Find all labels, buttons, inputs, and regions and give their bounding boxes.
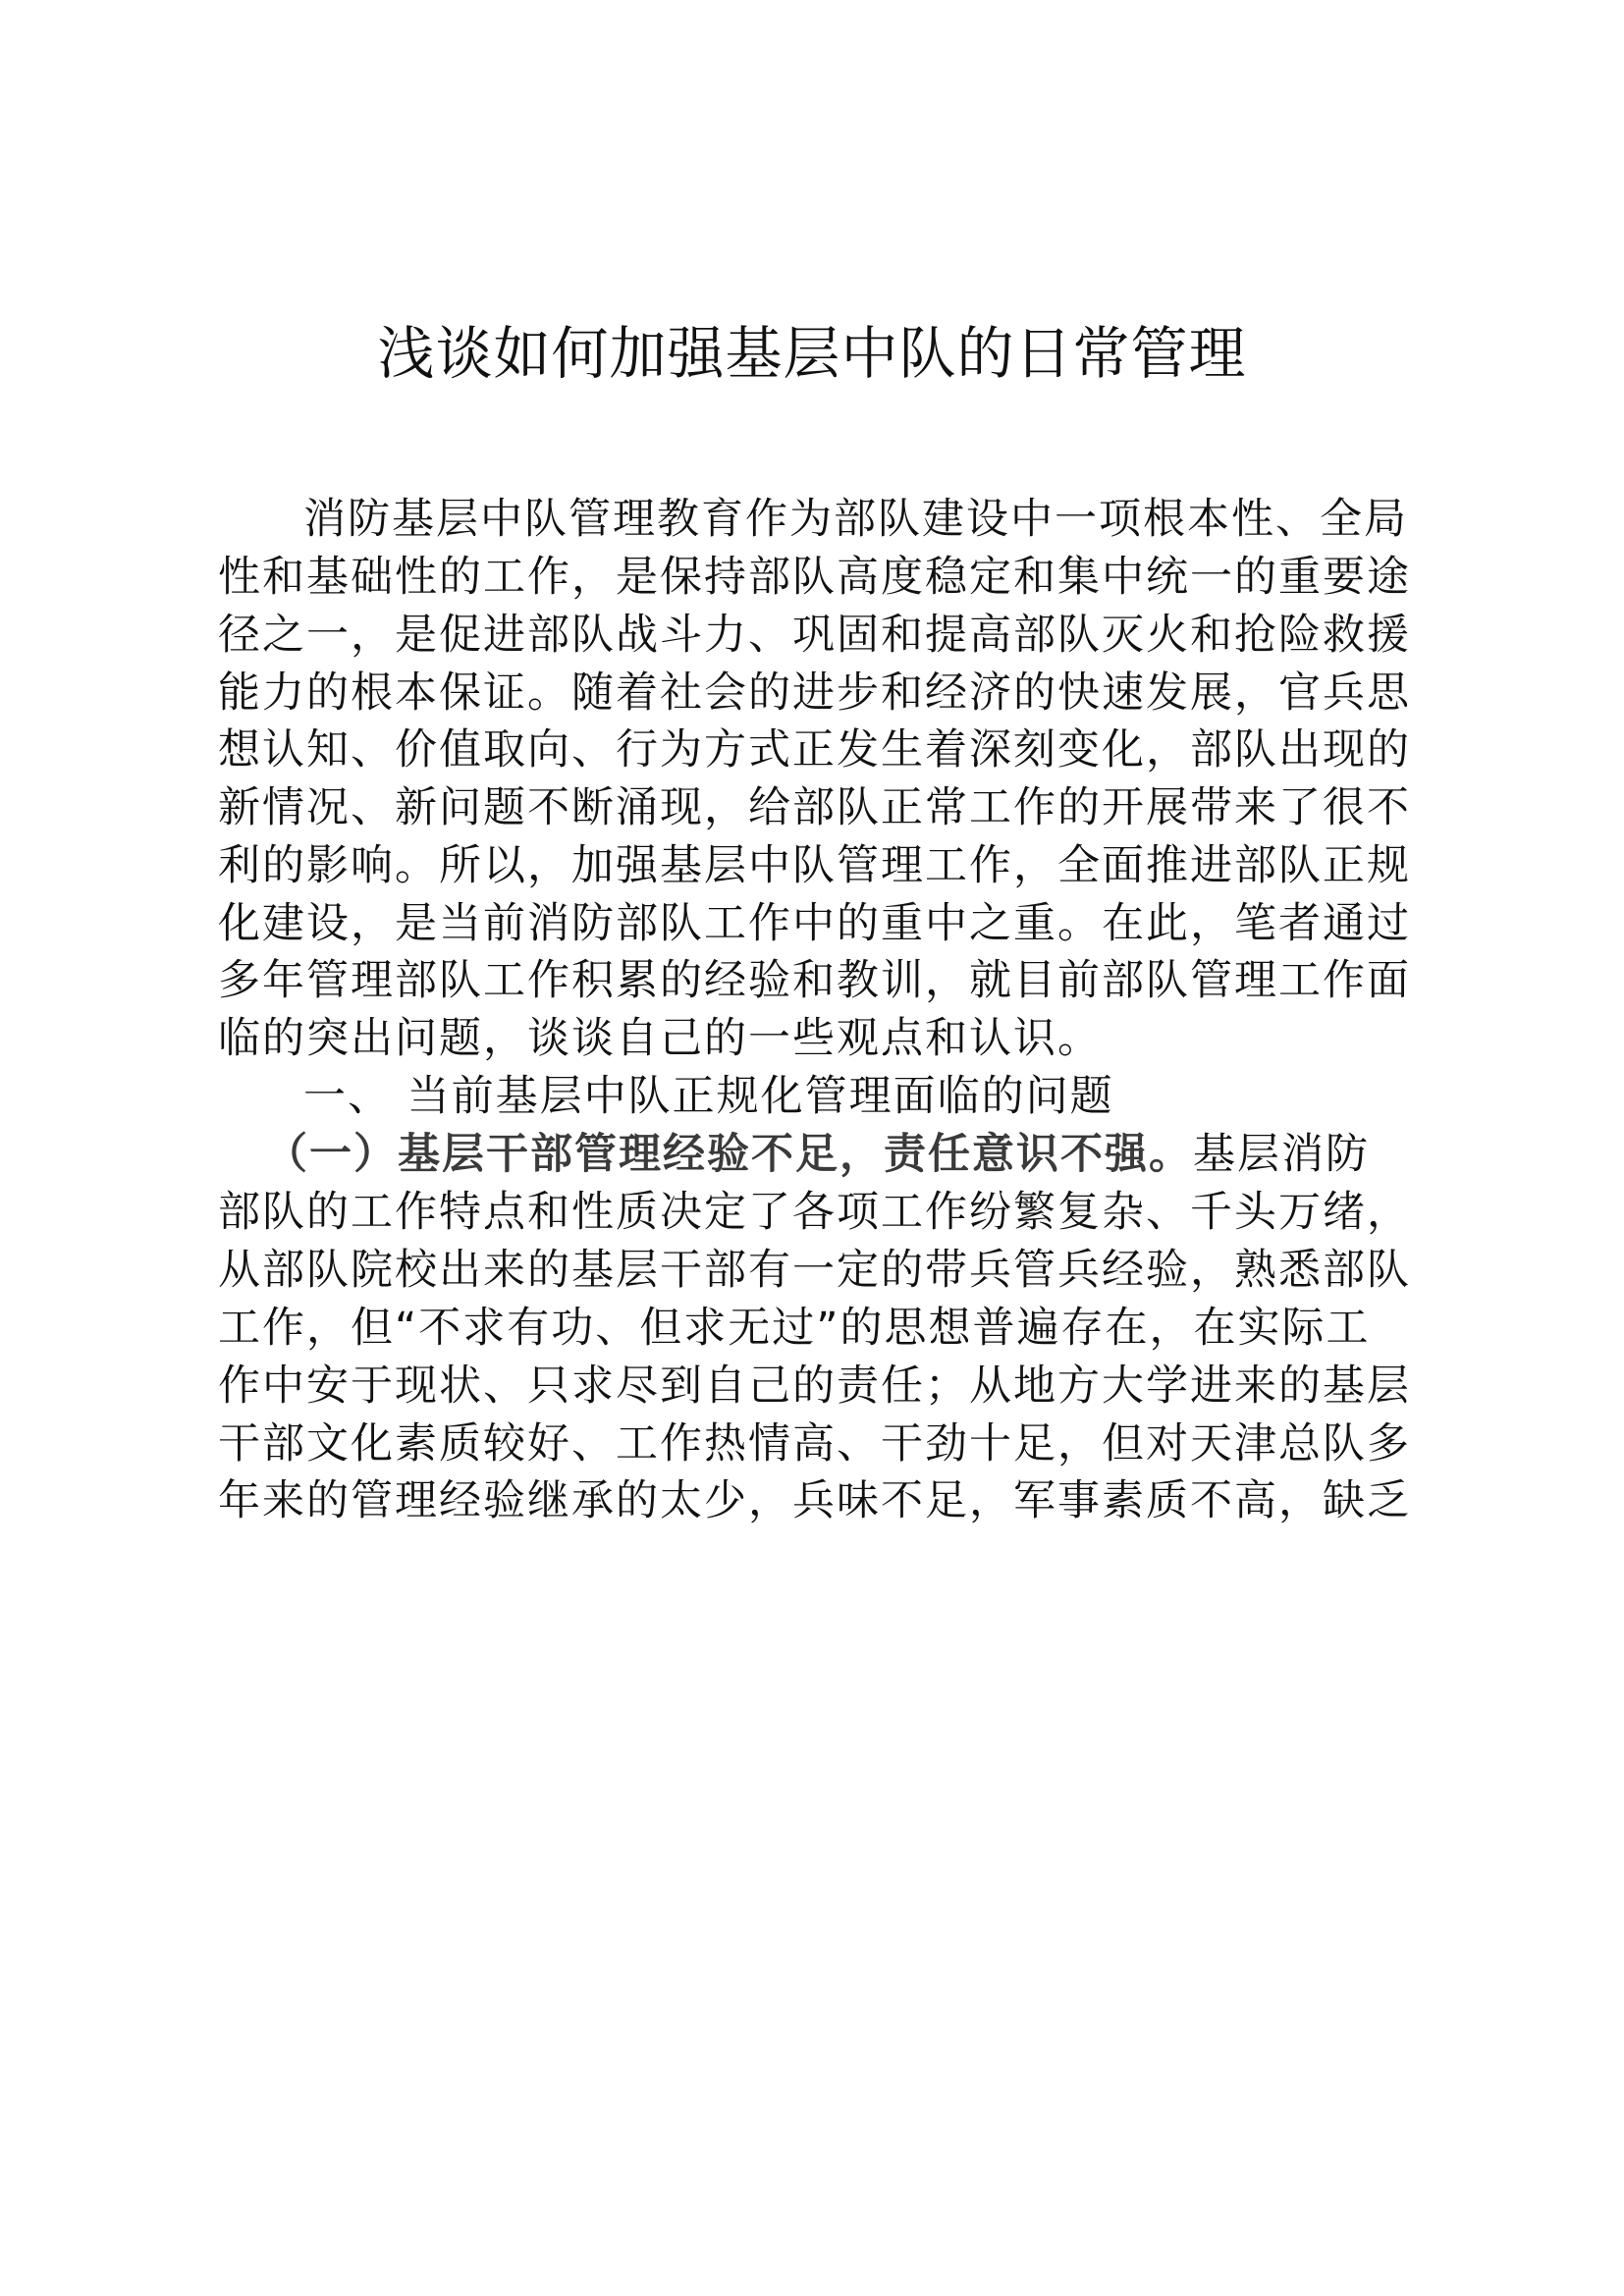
subsection-heading: （一）基层干部管理经验不足，责任意识不强。 <box>265 1130 1193 1179</box>
paragraph-line: 新情况、新问题不断涌现，给部队正常工作的开展带来了很不 <box>218 783 1411 832</box>
paragraph-line: 性和基础性的工作，是保持部队高度稳定和集中统一的重要途 <box>218 553 1411 602</box>
paragraph-line: 消防基层中队管理教育作为部队建设中一项根本性、全局 <box>303 495 1408 544</box>
paragraph-line: 作中安于现状、只求尽到自己的责任；从地方大学进来的基层 <box>218 1362 1411 1411</box>
paragraph-line: 能力的根本保证。随着社会的进步和经济的快速发展，官兵思 <box>218 668 1411 718</box>
paragraph-line: 从部队院校出来的基层干部有一定的带兵管兵经验，熟悉部队 <box>218 1246 1411 1295</box>
paragraph-line: 部队的工作特点和性质决定了各项工作纷繁复杂、千头万绪， <box>218 1188 1411 1237</box>
paragraph-line: 利的影响。所以，加强基层中队管理工作，全面推进部队正规 <box>218 841 1411 890</box>
paragraph-line: 化建设，是当前消防部队工作中的重中之重。在此，笔者通过 <box>218 899 1411 948</box>
paragraph-line: 年来的管理经验继承的太少，兵味不足，军事素质不高，缺乏 <box>218 1476 1411 1525</box>
paragraph-line: 想认知、价值取向、行为方式正发生着深刻变化，部队出现的 <box>218 725 1411 774</box>
section-heading: 一、 当前基层中队正规化管理面临的问题 <box>303 1072 1114 1121</box>
paragraph-line: 多年管理部队工作积累的经验和教训，就目前部队管理工作面 <box>218 956 1411 1005</box>
paragraph-line: 工作，但“不求有功、但求无过”的思想普遍存在，在实际工 <box>218 1304 1371 1353</box>
document-title: 浅谈如何加强基层中队的日常管理 <box>377 320 1247 387</box>
paragraph-line: 干部文化素质较好、工作热情高、干劲十足，但对天津总队多 <box>218 1419 1411 1468</box>
subsection-lead-text: 基层消防 <box>1193 1130 1370 1179</box>
paragraph-line: 临的突出问题，谈谈自己的一些观点和认识。 <box>218 1014 1102 1063</box>
subsection-lead-line <box>265 1126 1479 1183</box>
paragraph-line: 径之一，是促进部队战斗力、巩固和提高部队灭火和抢险救援 <box>218 611 1411 660</box>
